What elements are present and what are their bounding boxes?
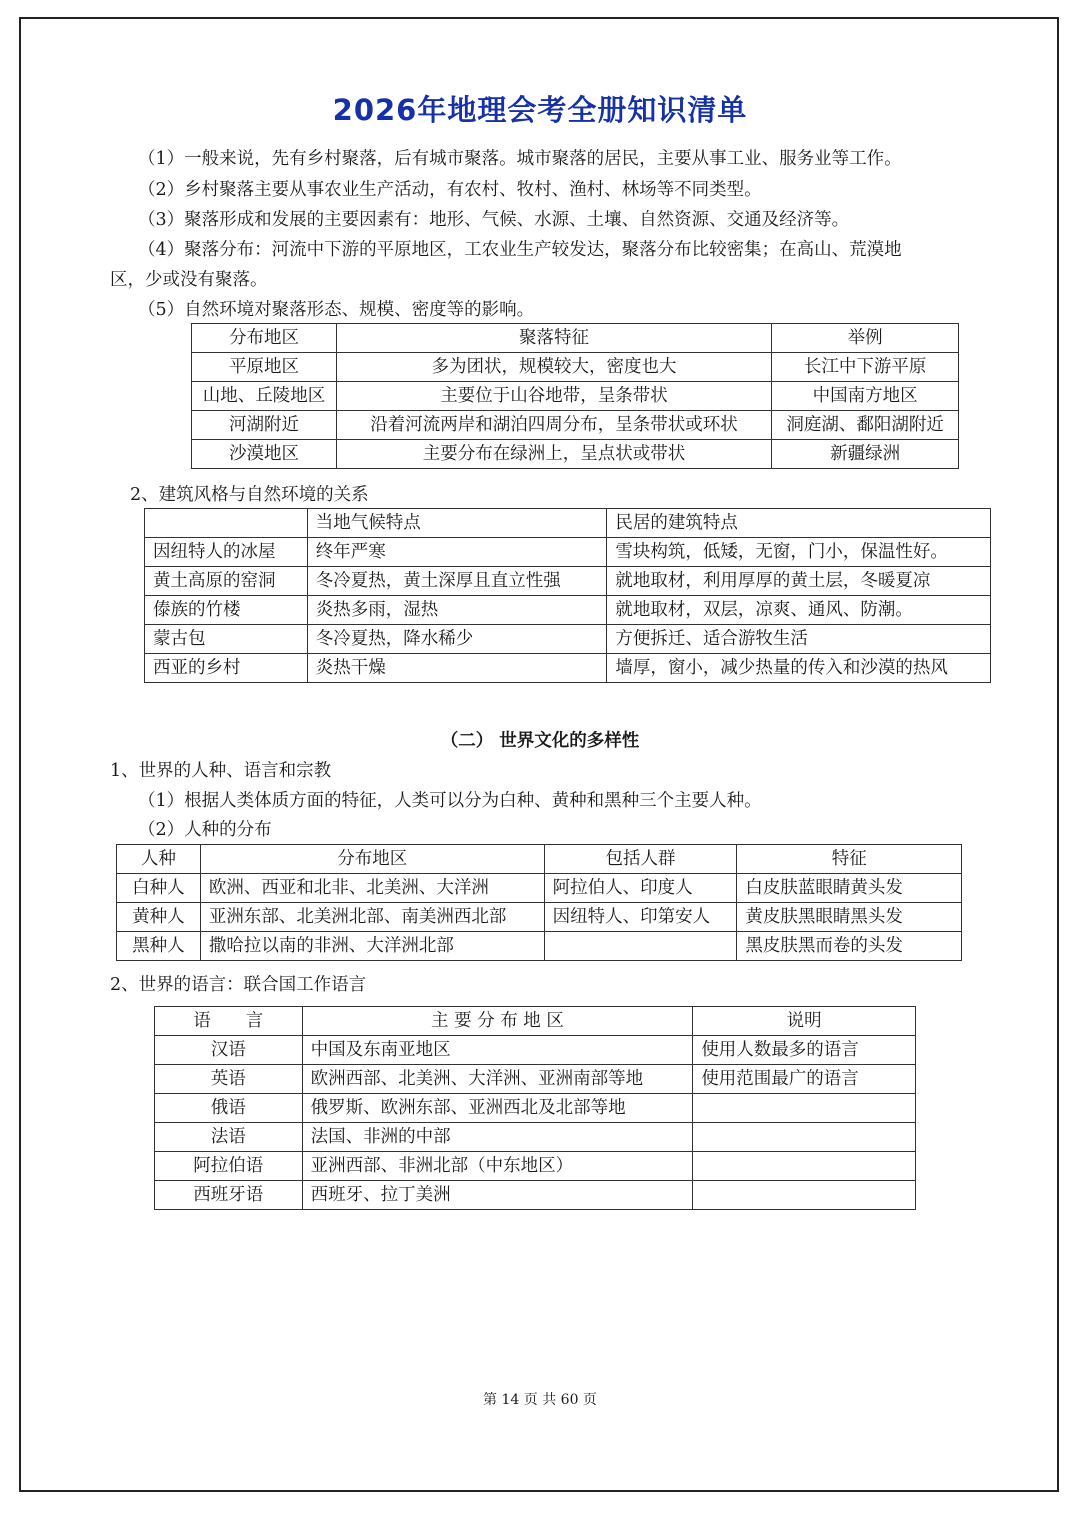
- table-cell: 黑皮肤黑而卷的头发: [737, 932, 962, 961]
- table-cell: 因纽特人的冰屋: [145, 538, 308, 567]
- table-header-row: [145, 509, 991, 538]
- table-cell: [544, 932, 737, 961]
- table-cell: 使用人数最多的语言: [693, 1036, 916, 1065]
- table-cell: 撒哈拉以南的非洲、大洋洲北部: [200, 932, 544, 961]
- table-cell: 英语: [155, 1065, 303, 1094]
- table-row: [145, 654, 991, 683]
- table-cell: 中国及东南亚地区: [302, 1036, 693, 1065]
- table-cell: 黑种人: [117, 932, 201, 961]
- table-cell: 黄皮肤黑眼睛黑头发: [737, 903, 962, 932]
- table-row: [192, 440, 959, 469]
- page-number-footer: 第 14 页 共 60 页: [483, 1392, 597, 1408]
- table-cell: 墙厚，窗小，减少热量的传入和沙漠的热风: [607, 654, 991, 683]
- heading-language: 2、世界的语言：联合国工作语言: [110, 975, 367, 995]
- table-cell: 阿拉伯人、印度人: [544, 874, 737, 903]
- table-row: [145, 538, 991, 567]
- paragraph-4-line-2: 区，少或没有聚落。: [110, 270, 268, 290]
- table-header-cell: 分布地区: [192, 324, 337, 353]
- table-cell: 阿拉伯语: [155, 1152, 303, 1181]
- paragraph-2: （2）乡村聚落主要从事农业生产活动，有农村、牧村、渔村、林场等不同类型。: [138, 180, 762, 200]
- table-row: [155, 1094, 916, 1123]
- table-cell: 使用范围最广的语言: [693, 1065, 916, 1094]
- table-cell: 炎热干燥: [307, 654, 607, 683]
- settlement-table: [191, 323, 959, 469]
- table-header-row: [117, 845, 962, 874]
- table-cell: 欧洲西部、北美洲、大洋洲、亚洲南部等地: [302, 1065, 693, 1094]
- table-row: [192, 411, 959, 440]
- race-table: [116, 844, 962, 961]
- table-cell: 终年严寒: [307, 538, 607, 567]
- paragraph-5: （5）自然环境对聚落形态、规模、密度等的影响。: [138, 300, 535, 320]
- table-cell: 亚洲西部、非洲北部（中东地区）: [302, 1152, 693, 1181]
- table-cell: 主要位于山谷地带，呈条带状: [336, 382, 771, 411]
- table-header-cell: 聚落特征: [336, 324, 771, 353]
- table-cell: [693, 1123, 916, 1152]
- table-row: [117, 932, 962, 961]
- table-cell: 冬冷夏热，黄土深厚且直立性强: [307, 567, 607, 596]
- table-cell: 主要分布在绿洲上，呈点状或带状: [336, 440, 771, 469]
- table-cell: 炎热多雨，湿热: [307, 596, 607, 625]
- table-cell: 平原地区: [192, 353, 337, 382]
- table-cell: 法国、非洲的中部: [302, 1123, 693, 1152]
- table-cell: [693, 1181, 916, 1210]
- table-header-cell: 分布地区: [200, 845, 544, 874]
- table-row: [145, 625, 991, 654]
- table-row: [145, 596, 991, 625]
- table-cell: 汉语: [155, 1036, 303, 1065]
- table-cell: 因纽特人、印第安人: [544, 903, 737, 932]
- table-cell: 就地取材，利用厚厚的黄土层，冬暖夏凉: [607, 567, 991, 596]
- table-header-cell: [145, 509, 308, 538]
- table-cell: 多为团状，规模较大，密度也大: [336, 353, 771, 382]
- table-cell: 西班牙语: [155, 1181, 303, 1210]
- table-cell: 黄土高原的窑洞: [145, 567, 308, 596]
- table-cell: 就地取材，双层，凉爽、通风、防潮。: [607, 596, 991, 625]
- heading-race: 1、世界的人种、语言和宗教: [110, 761, 332, 781]
- table-cell: 亚洲东部、北美洲北部、南美洲西北部: [200, 903, 544, 932]
- table-header-cell: 说明: [693, 1007, 916, 1036]
- table-cell: 黄种人: [117, 903, 201, 932]
- table-cell: 法语: [155, 1123, 303, 1152]
- table-cell: [693, 1152, 916, 1181]
- table-cell: 傣族的竹楼: [145, 596, 308, 625]
- table-cell: 欧洲、西亚和北非、北美洲、大洋洲: [200, 874, 544, 903]
- table-header-cell: 当地气候特点: [307, 509, 607, 538]
- table-row: [155, 1036, 916, 1065]
- race-paragraph-2: （2）人种的分布: [138, 820, 272, 840]
- paragraph-4-line-1: （4）聚落分布：河流中下游的平原地区，工农业生产较发达，聚落分布比较密集；在高山、荒漠地: [138, 240, 902, 260]
- table-cell: 俄罗斯、欧洲东部、亚洲西北及北部等地: [302, 1094, 693, 1123]
- table-cell: 冬冷夏热，降水稀少: [307, 625, 607, 654]
- table-cell: 长江中下游平原: [772, 353, 959, 382]
- language-table: [154, 1006, 916, 1210]
- table-cell: 新疆绿洲: [772, 440, 959, 469]
- table-header-cell: 语 言: [155, 1007, 303, 1036]
- table-header-cell: 人种: [117, 845, 201, 874]
- table-row: [117, 903, 962, 932]
- table-row: [155, 1065, 916, 1094]
- table-cell: 白皮肤蓝眼睛黄头发: [737, 874, 962, 903]
- table-cell: 中国南方地区: [772, 382, 959, 411]
- table-row: [155, 1152, 916, 1181]
- table-row: [192, 353, 959, 382]
- table-header-cell: 特征: [737, 845, 962, 874]
- table-row: [192, 382, 959, 411]
- table-cell: 方便拆迁、适合游牧生活: [607, 625, 991, 654]
- table-cell: 河湖附近: [192, 411, 337, 440]
- table-header-cell: 包括人群: [544, 845, 737, 874]
- table-cell: 西班牙、拉丁美洲: [302, 1181, 693, 1210]
- table-cell: 山地、丘陵地区: [192, 382, 337, 411]
- paragraph-1: （1）一般来说，先有乡村聚落，后有城市聚落。城市聚落的居民，主要从事工业、服务业等工作。: [138, 149, 902, 169]
- table-cell: 雪块构筑，低矮，无窗，门小，保温性好。: [607, 538, 991, 567]
- section-title: （二） 世界文化的多样性: [440, 731, 640, 751]
- table-cell: 沿着河流两岸和湖泊四周分布，呈条带状或环状: [336, 411, 771, 440]
- table-cell: 西亚的乡村: [145, 654, 308, 683]
- table-header-row: [155, 1007, 916, 1036]
- table-cell: 俄语: [155, 1094, 303, 1123]
- table-cell: 洞庭湖、鄱阳湖附近: [772, 411, 959, 440]
- table-header-cell: 主 要 分 布 地 区: [302, 1007, 693, 1036]
- heading-architecture: 2、建筑风格与自然环境的关系: [130, 485, 369, 505]
- paragraph-3: （3）聚落形成和发展的主要因素有：地形、气候、水源、土壤、自然资源、交通及经济等。: [138, 210, 850, 230]
- architecture-table: [144, 508, 991, 683]
- table-row: [145, 567, 991, 596]
- race-paragraph-1: （1）根据人类体质方面的特征，人类可以分为白种、黄种和黑种三个主要人种。: [138, 791, 762, 811]
- document-title: 2026年地理会考全册知识清单: [332, 93, 748, 127]
- table-row: [155, 1181, 916, 1210]
- table-cell: [693, 1094, 916, 1123]
- table-cell: 蒙古包: [145, 625, 308, 654]
- table-header-cell: 举例: [772, 324, 959, 353]
- table-cell: 白种人: [117, 874, 201, 903]
- table-header-cell: 民居的建筑特点: [607, 509, 991, 538]
- table-row: [117, 874, 962, 903]
- table-header-row: [192, 324, 959, 353]
- table-cell: 沙漠地区: [192, 440, 337, 469]
- table-row: [155, 1123, 916, 1152]
